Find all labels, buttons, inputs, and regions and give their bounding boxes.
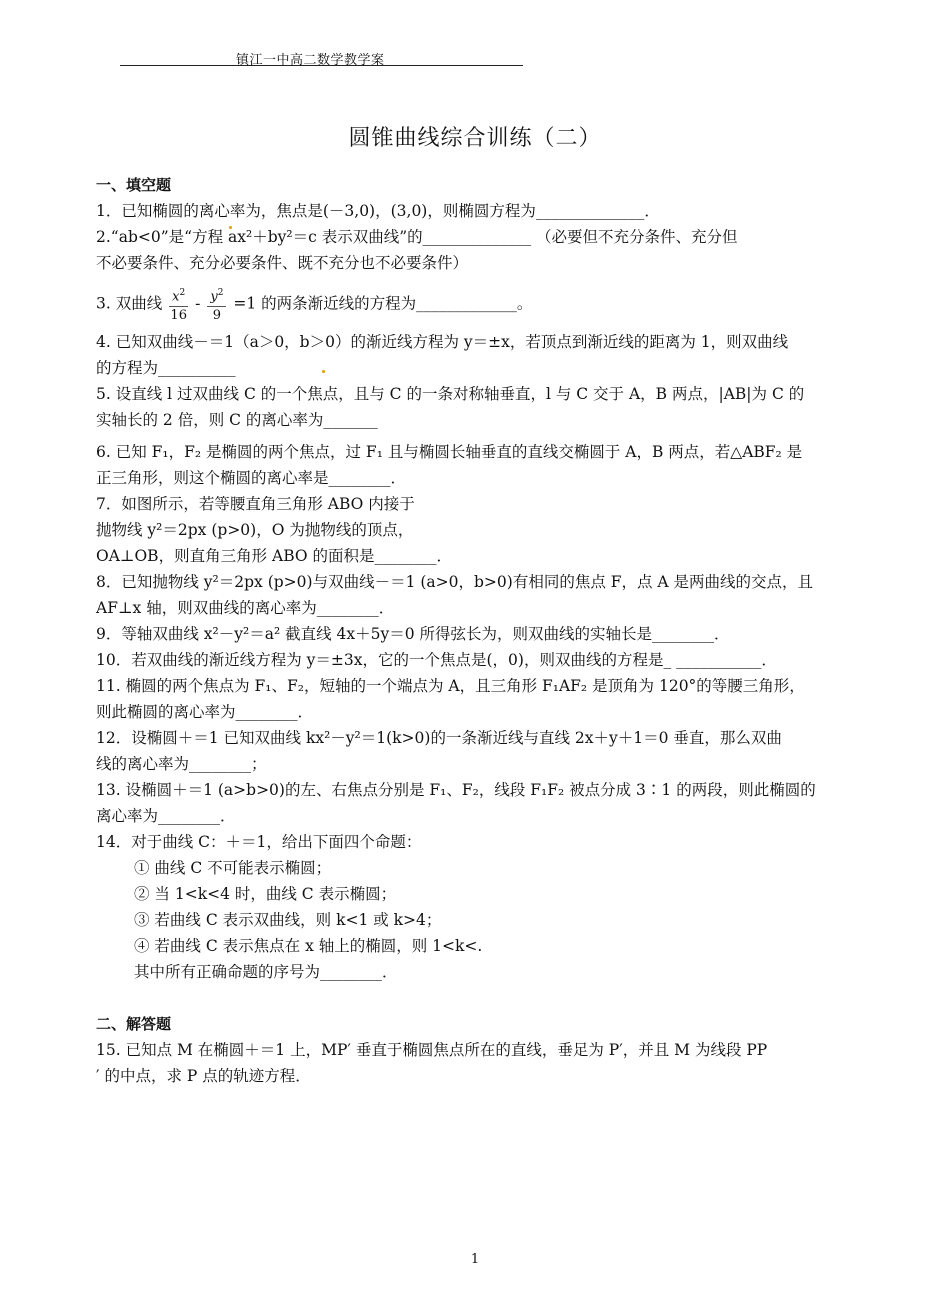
question-3-suffix: =1 的两条渐近线的方程为_____________。: [233, 294, 533, 313]
question-15-line-1: 15. 已知点 M 在椭圆＋＝1 上，MP′ 垂直于椭圆焦点所在的直线，垂足为 P′，并且 M 为线段 PP: [96, 1041, 768, 1060]
question-7-line-1: 7．如图所示，若等腰直角三角形 ABO 内接于: [96, 495, 415, 514]
fraction-numerator: y: [210, 289, 218, 305]
question-9: 9．等轴双曲线 x²－y²＝a² 截直线 4x＋5y＝0 所得弦长为，则双曲线的实轴长是________．: [96, 625, 730, 644]
fraction-numerator: x: [172, 289, 180, 305]
question-8-line-1: 8．已知抛物线 y²＝2px (p>0)与双曲线－＝1 (a>0，b>0)有相同的焦点 F，点 A 是两曲线的交点，且: [96, 573, 814, 592]
question-14-option-3: ③ 若曲线 C 表示双曲线，则 k<1 或 k>4；: [134, 911, 442, 930]
question-11-line-2: 则此椭圆的离心率为________．: [96, 703, 314, 722]
question-5-line-1: 5. 设直线 l 过双曲线 C 的一个焦点，且与 C 的一条对称轴垂直，l 与 C 交于 A，B 两点，|AB|为 C 的: [96, 385, 805, 404]
question-5-line-2: 实轴长的 2 倍，则 C 的离心率为_______: [96, 411, 378, 430]
question-4-line-1: 4. 已知双曲线－＝1（a＞0，b＞0）的渐近线方程为 y＝±x，若顶点到渐近线的距离为 1，则双曲线: [96, 333, 789, 352]
header-text: 镇江一中高二数学教学案: [236, 53, 385, 68]
question-6-line-1: 6. 已知 F₁，F₂ 是椭圆的两个焦点，过 F₁ 且与椭圆长轴垂直的直线交椭圆于 A，B 两点，若△ABF₂ 是: [96, 443, 803, 462]
question-2-line-1: 2.“ab<0”是“方程 ax²＋by²＝c 表示双曲线”的______________ （必要但不充分条件、充分但: [96, 228, 738, 246]
header-underline: [120, 65, 523, 66]
question-14-option-4: ④ 若曲线 C 表示焦点在 x 轴上的椭圆，则 1<k<.: [134, 937, 483, 956]
section-heading-answer: 二、解答题: [96, 1015, 172, 1034]
question-14-answer-prompt: 其中所有正确命题的序号为________．: [134, 963, 398, 982]
question-12-line-1: 12．设椭圆＋＝1 已知双曲线 kx²－y²＝1(k>0)的一条渐近线与直线 2x＋y＋1＝0 垂直，那么双曲: [96, 729, 782, 748]
fraction-x2-over-16: $\frac{x^2}{16}$: [169, 284, 188, 325]
question-12-line-2: 线的离心率为________；: [96, 755, 267, 774]
question-3: [96, 284, 856, 325]
fraction-y2-over-9: $\frac{y^2}{9}$: [207, 284, 226, 325]
question-11-line-1: 11. 椭圆的两个焦点为 F₁、F₂，短轴的一个端点为 A，且三角形 F₁AF₂ 是顶角为 120°的等腰三角形，: [96, 677, 805, 696]
question-7-line-2: 抛物线 y²＝2px (p>0)，O 为抛物线的顶点，: [96, 521, 414, 540]
page-number: 1: [470, 1252, 480, 1267]
fraction-denominator: 9: [212, 308, 222, 324]
question-3-prefix: 3. 双曲线: [96, 294, 163, 313]
question-7-line-3: OA⊥OB，则直角三角形 ABO 的面积是________．: [96, 547, 453, 566]
question-13-line-1: 13. 设椭圆＋＝1 (a>b>0)的左、右焦点分别是 F₁、F₂，线段 F₁F₂ 被点分成 3∶1 的两段，则此椭圆的: [96, 781, 816, 800]
question-6-line-2: 正三角形，则这个椭圆的离心率是________．: [96, 469, 407, 488]
question-10: 10．若双曲线的渐近线方程为 y＝±3x，它的一个焦点是(，0)，则双曲线的方程是_ ___________．: [96, 651, 777, 670]
page-title: 圆锥曲线综合训练（二）: [348, 126, 602, 151]
question-4-line-2: 的方程为__________: [96, 359, 236, 378]
question-13-line-2: 离心率为________．: [96, 807, 236, 826]
question-15-line-2: ′ 的中点，求 P 点的轨迹方程．: [96, 1067, 311, 1086]
question-14: 14．对于曲线 C：＋＝1，给出下面四个命题：: [96, 833, 422, 852]
question-1: 1．已知椭圆的离心率为，焦点是(－3,0)，(3,0)，则椭圆方程为______________．: [96, 202, 660, 220]
section-heading-fill-in: 一、填空题: [96, 176, 172, 194]
question-14-option-1: ① 曲线 C 不可能表示椭圆；: [134, 859, 332, 878]
question-14-option-2: ② 当 1<k<4 时，曲线 C 表示椭圆；: [134, 885, 397, 904]
question-8-line-2: AF⊥x 轴，则双曲线的离心率为________．: [96, 599, 395, 618]
minus-sign: -: [190, 294, 206, 313]
fraction-denominator: 16: [170, 308, 187, 324]
section-spacer: [96, 985, 856, 1011]
question-2-line-2: 不必要条件、充分必要条件、既不充分也不必要条件）: [96, 254, 469, 272]
document-body: [96, 172, 856, 1089]
